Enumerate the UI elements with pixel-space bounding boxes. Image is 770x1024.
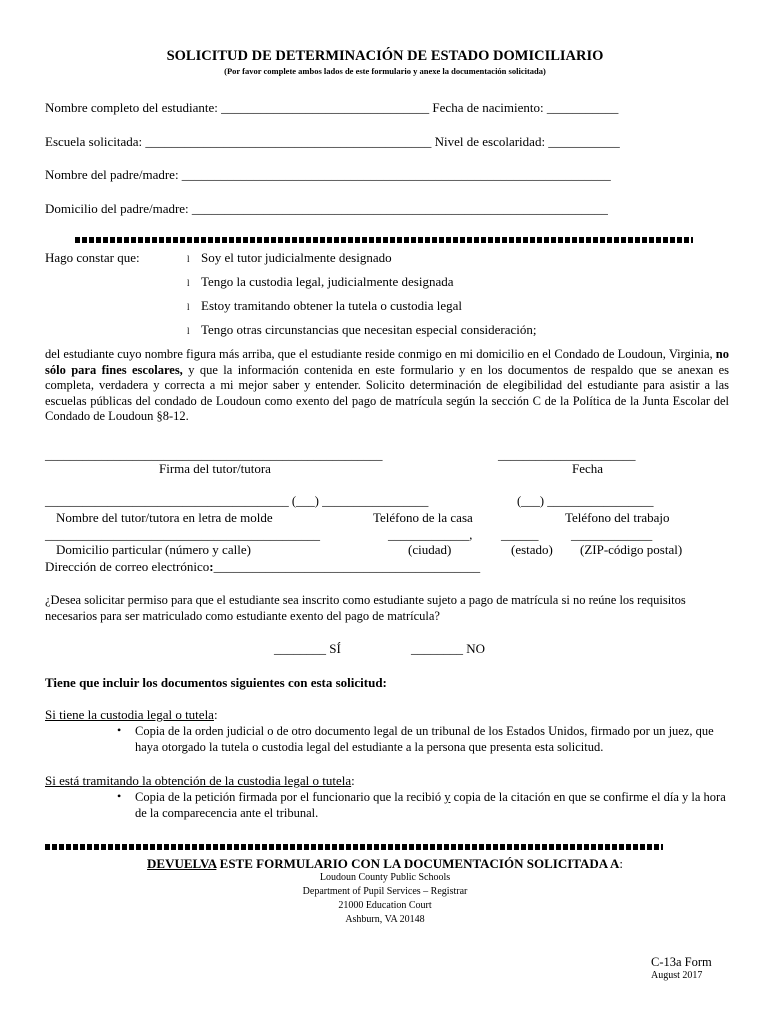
state-line[interactable]: ______ xyxy=(501,528,539,542)
return-heading: DEVUELVA ESTE FORMULARIO CON LA DOCUMENTACIÓN SOLICITADA A: xyxy=(147,856,623,871)
checkbox-icon[interactable]: l xyxy=(187,302,190,312)
option-pending-custody[interactable]: l Estoy tramitando obtener la tutela o custodia legal xyxy=(187,298,463,313)
name-label: Nombre del tutor/tutora en letra de molde xyxy=(56,510,273,525)
school-field[interactable]: Escuela solicitada: ____________________________________________ Nivel de escolaridad: ___________ xyxy=(45,134,620,149)
city-label: (ciudad) xyxy=(408,542,452,557)
parent-name-field[interactable]: Nombre del padre/madre: __________________________________________________________________ xyxy=(45,167,611,182)
documents-heading: Tiene que incluir los documentos siguientes con esta solicitud: xyxy=(45,675,387,690)
divider-dotted xyxy=(75,237,693,243)
signature-label: Firma del tutor/tutora xyxy=(159,461,271,476)
checkbox-icon[interactable]: l xyxy=(187,254,190,264)
checkbox-icon[interactable]: l xyxy=(187,326,190,336)
return-address-line: 21000 Education Court xyxy=(338,900,432,911)
date-label: Fecha xyxy=(572,461,604,476)
zip-label: (ZIP-código postal) xyxy=(580,542,683,557)
divider-dotted xyxy=(45,844,663,850)
address-label: Domicilio particular (número y calle) xyxy=(56,542,251,557)
option-court-guardian[interactable]: l Soy el tutor judicialmente designado xyxy=(187,250,392,265)
section1-item: Copia de la orden judicial o de otro documento legal de un tribunal de los Estados Unidos, firmado por un juez, que haya otorgado la tutela o custodia legal del estudiante a la persona que presenta esta solicitud. xyxy=(135,724,714,754)
address-line[interactable]: ____________________________________________ xyxy=(45,528,320,542)
section2-title: Si está tramitando la obtención de la custodia legal o tutela: xyxy=(45,773,355,788)
section1-title: Si tiene la custodia legal o tutela: xyxy=(45,707,218,722)
city-line[interactable]: _____________, xyxy=(388,528,473,542)
parent-address-field[interactable]: Domicilio del padre/madre: ________________________________________________________________ xyxy=(45,201,608,216)
return-address-line: Department of Pupil Services – Registrar xyxy=(302,886,468,897)
bullet-icon: • xyxy=(117,723,122,737)
student-name-field[interactable]: Nombre completo del estudiante: ________________________________ Fecha de nacimiento: ___________ xyxy=(45,100,619,115)
declaration-label: Hago constar que: xyxy=(45,250,140,265)
checkbox-icon[interactable]: l xyxy=(187,278,190,288)
return-address-line: Ashburn, VA 20148 xyxy=(345,914,425,925)
permission-question: ¿Desea solicitar permiso para que el estudiante sea inscrito como estudiante sujeto a pago de matrícula si no reúne los requisitos necesarios para ser matriculado como estudiante exento del pago de matrícula? xyxy=(45,593,686,623)
permission-no[interactable]: ________ NO xyxy=(411,641,486,656)
date-line[interactable]: ______________________ xyxy=(498,448,636,462)
section2-item: Copia de la petición firmada por el funcionario que la recibió y copia de la citación en que se confirme el día y la hora de la comparecencia ante el tribunal. xyxy=(135,790,726,820)
option-legal-custody[interactable]: l Tengo la custodia legal, judicialmente designada xyxy=(187,274,454,289)
return-address-line: Loudoun County Public Schools xyxy=(319,872,451,883)
work-phone-line[interactable]: (___) _________________ xyxy=(517,494,654,508)
option-other-circumstances[interactable]: l Tengo otras circunstancias que necesitan especial consideración; xyxy=(187,322,537,337)
email-field[interactable]: Dirección de correo electrónico:_________________________________________ xyxy=(45,559,481,574)
declaration-paragraph: del estudiante cuyo nombre figura más arriba, que el estudiante reside conmigo en mi domicilio en el Condado de Loudoun, Virginia, no sólo para fines escolares, y que la información contenida en este formulario y en los documentos de respaldo que se anexan es completa, verdadera y correcta a mi mejor saber y entender. Solicito determinación de elegibilidad del estudiante para asistir a las escuelas públicas del condado de Loudoun como exento del pago de matrícula según la sección C de la Política de la Junta Escolar del Condado de Loudoun §8-12. xyxy=(45,347,729,423)
form-id: C-13a Form xyxy=(651,955,712,969)
form-title: SOLICITUD DE DETERMINACIÓN DE ESTADO DOMICILIARIO xyxy=(166,48,604,64)
bullet-icon: • xyxy=(117,789,122,803)
form-date: August 2017 xyxy=(651,970,703,981)
signature-line[interactable]: ______________________________________________________ xyxy=(45,448,383,462)
zip-line[interactable]: _____________ xyxy=(571,528,653,542)
work-phone-label: Teléfono del trabajo xyxy=(565,510,670,525)
home-phone-label: Teléfono de la casa xyxy=(373,510,473,525)
form-subtitle: (Por favor complete ambos lados de este formulario y anexe la documentación solicitada) xyxy=(224,66,546,76)
permission-yes[interactable]: ________ SÍ xyxy=(274,641,341,656)
state-label: (estado) xyxy=(511,542,553,557)
name-phone-line[interactable]: _______________________________________ (___) _________________ xyxy=(45,494,429,508)
